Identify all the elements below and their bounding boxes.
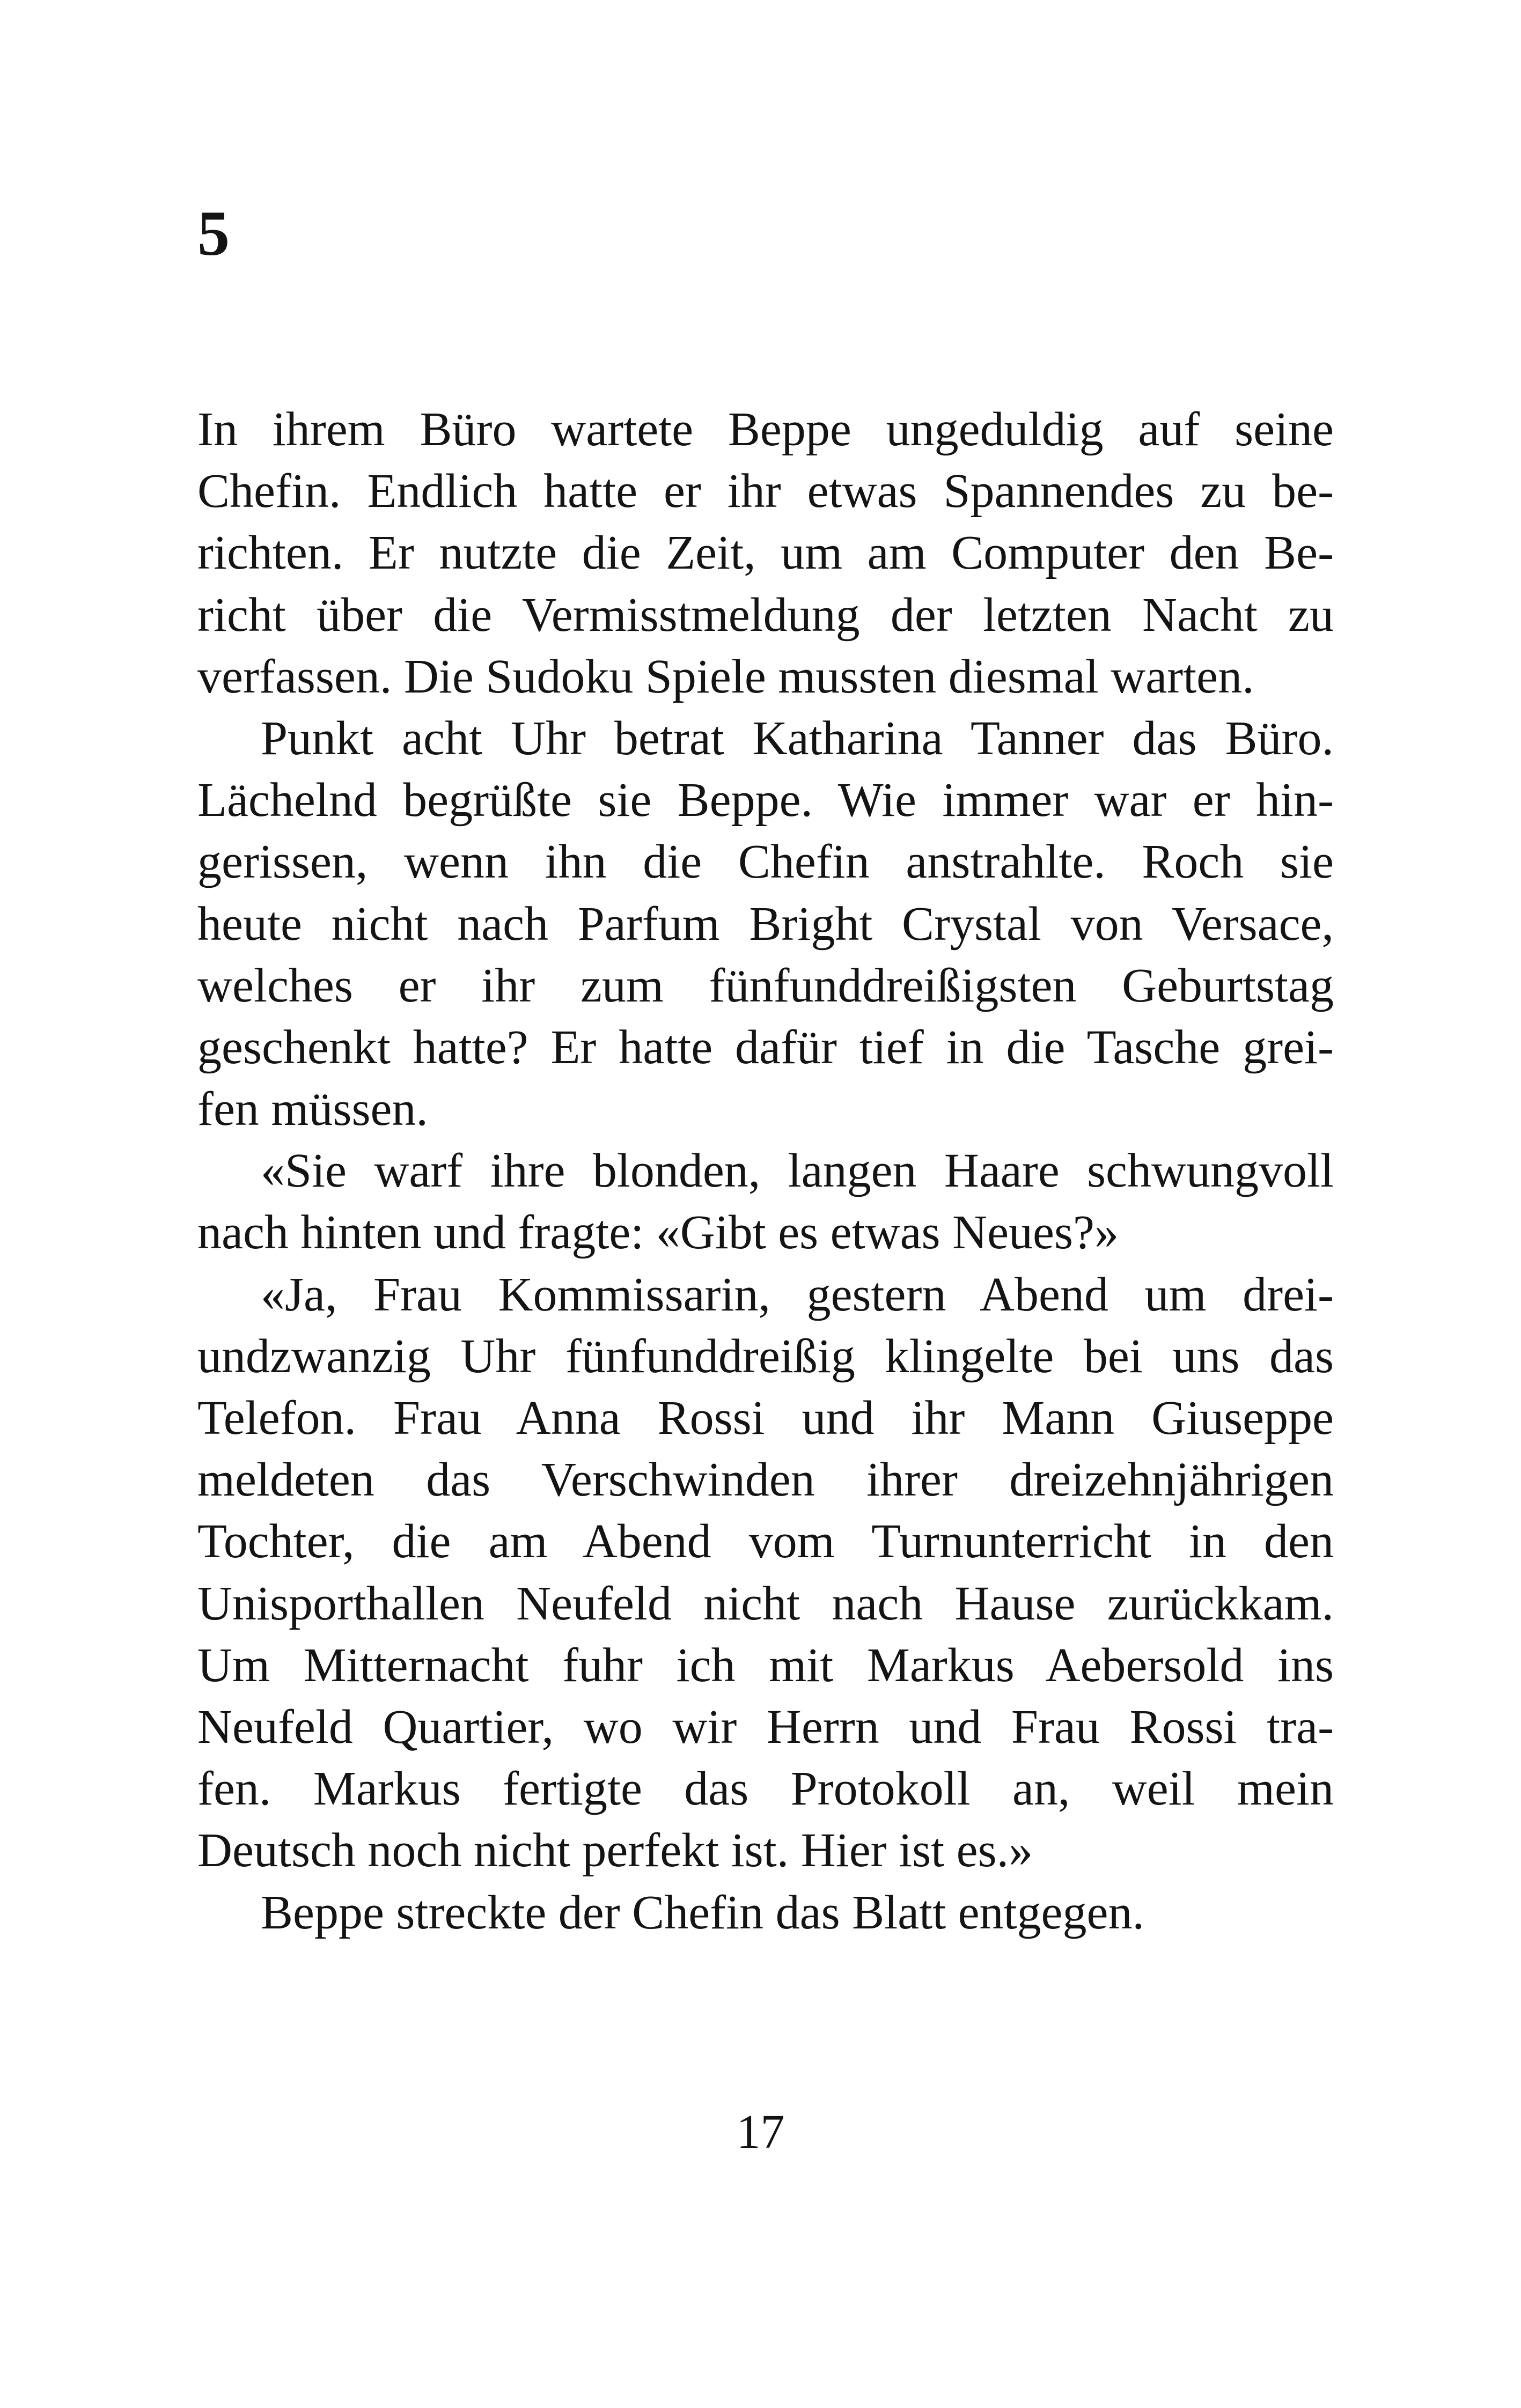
text-line: richten. Er nutzte die Zeit, um am Computer den Be-	[197, 526, 1334, 580]
text-line: fen müssen.	[197, 1083, 428, 1136]
paragraph	[197, 708, 1334, 1140]
paragraph	[197, 1882, 1334, 1943]
text-line: Lächelnd begrüßte sie Beppe. Wie immer war er hin-	[197, 774, 1334, 827]
text-line: In ihrem Büro wartete Beppe ungeduldig auf seine	[197, 403, 1334, 456]
text-line: «Ja, Frau Kommissarin, gestern Abend um drei-	[261, 1268, 1334, 1321]
text-line: «Sie warf ihre blonden, langen Haare schwungvoll	[261, 1144, 1334, 1198]
text-line: welches er ihr zum fünfunddreißigsten Geburtstag	[197, 959, 1334, 1012]
chapter-number: 5	[197, 197, 230, 269]
text-line: Telefon. Frau Anna Rossi und ihr Mann Giuseppe	[197, 1391, 1334, 1445]
text-line: richt über die Vermisstmeldung der letzten Nacht zu	[197, 588, 1334, 642]
paragraph	[197, 399, 1334, 708]
text-line: nach hinten und fragte: «Gibt es etwas Neues?»	[197, 1206, 1119, 1260]
text-line: fen. Markus fertigte das Protokoll an, weil mein	[197, 1762, 1334, 1816]
text-line: gerissen, wenn ihn die Chefin anstrahlte. Roch sie	[197, 835, 1334, 889]
text-line: meldeten das Verschwinden ihrer dreizehnjährigen	[197, 1453, 1334, 1507]
text-line: Beppe streckte der Chefin das Blatt entgegen.	[261, 1886, 1144, 1939]
text-line: heute nicht nach Parfum Bright Crystal von Versace,	[197, 897, 1334, 951]
text-line: verfassen. Die Sudoku Spiele mussten diesmal warten.	[197, 650, 1254, 703]
text-line: Tochter, die am Abend vom Turnunterricht in den	[197, 1515, 1334, 1568]
paragraph	[197, 1264, 1334, 1882]
page-number: 17	[736, 2105, 785, 2159]
text-line: undzwanzig Uhr fünfunddreißig klingelte bei uns das	[197, 1329, 1334, 1383]
text-line: Deutsch noch nicht perfekt ist. Hier ist es.»	[197, 1824, 1033, 1877]
paragraph	[197, 1140, 1334, 1263]
text-line: Punkt acht Uhr betrat Katharina Tanner das Büro.	[261, 711, 1334, 765]
text-line: Chefin. Endlich hatte er ihr etwas Spannendes zu be-	[197, 465, 1334, 518]
text-line: Unisporthallen Neufeld nicht nach Hause zurückkam.	[197, 1577, 1334, 1630]
text-line: geschenkt hatte? Er hatte dafür tief in die Tasche grei-	[197, 1020, 1334, 1074]
text-line: Neufeld Quartier, wo wir Herrn und Frau Rossi tra-	[197, 1700, 1334, 1754]
body-text	[197, 399, 1334, 1943]
text-line: Um Mitternacht fuhr ich mit Markus Aebersold ins	[197, 1638, 1334, 1692]
